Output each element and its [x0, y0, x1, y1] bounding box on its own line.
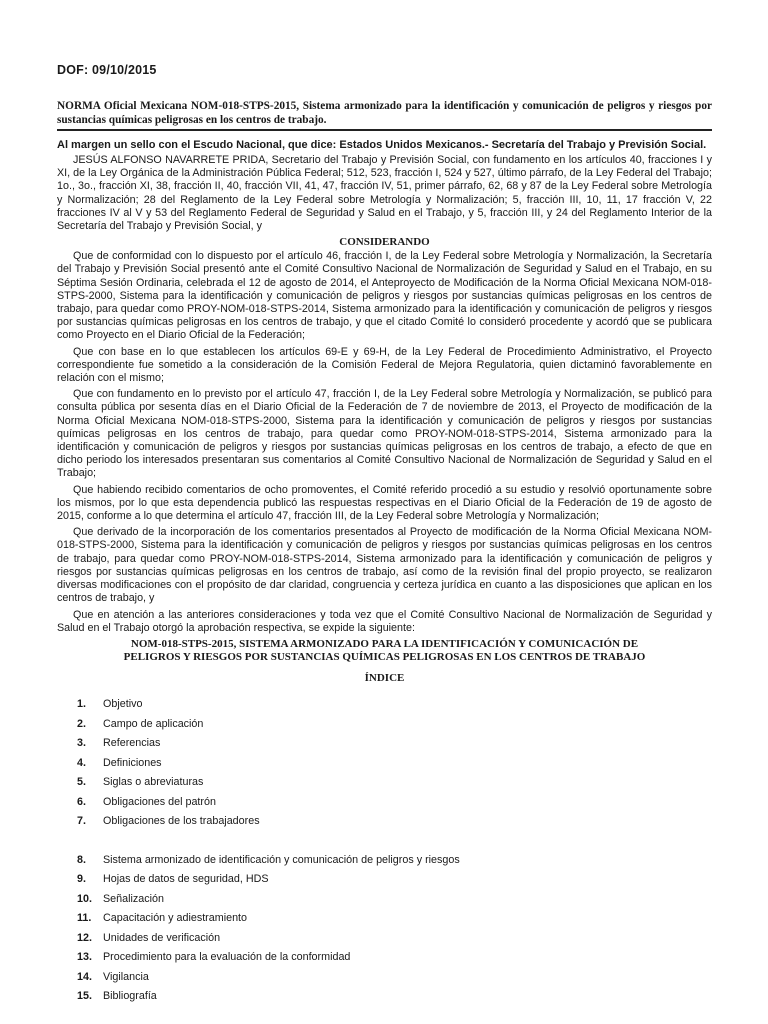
index-number: 4. [77, 756, 86, 769]
index-item [57, 967, 712, 987]
considerando-paragraph: Que con fundamento en lo previsto por el artículo 47, fracción I, de la Ley Federal sobre Metrología y Normalización, se publicó para consulta pública por sesenta días en el Diario Oficial de la Federación de 7 de noviembre de 2013, el Proyecto de modificación de la Norma Oficial Mexicana NOM-018-STPS-2000, Sistema para la identificación y comunicación de peligros y riesgos por sustancias químicas peligrosas en los centros de trabajo, para quedar como PROY-NOM-018-STPS-2014, Sistema armonizado para la identificación y comunicación de peligros y riesgos por sustancias químicas peligrosas en los centros de trabajo, a efecto de que en dicho periodo los interesados presentaran sus comentarios al Comité Consultivo Nacional de Normalización de Seguridad y Salud en el Trabajo; [57, 388, 712, 480]
index-number: 12. [77, 931, 92, 944]
index-label: Obligaciones de los trabajadores [103, 815, 260, 828]
index-item [57, 928, 712, 948]
nom-title [57, 638, 712, 664]
index-number: 5. [77, 776, 86, 789]
index-item [57, 987, 712, 1007]
index-item [57, 714, 712, 734]
index-number: 9. [77, 873, 86, 886]
index-label: Obligaciones del patrón [103, 795, 216, 808]
index-label: Señalización [103, 892, 164, 905]
index-item [57, 773, 712, 793]
considerando-paragraph: Que en atención a las anteriores consideraciones y toda vez que el Comité Consultivo Nacional de Normalización de Seguridad y Salud en el Trabajo otorgó la aprobación respectiva, se expide la siguiente: [57, 608, 712, 634]
index-item [57, 948, 712, 968]
considerando-paragraph: Que habiendo recibido comentarios de ocho promoventes, el Comité referido procedió a su estudio y resolvió oportunamente sobre los mismos, por lo que esta dependencia publicó las respuestas respectivas en el Diario Oficial de la Federación de 19 de agosto de 2015, conforme a lo que determina el artículo 47, fracción III, de la Ley Federal sobre Metrología y Normalización; [57, 483, 712, 523]
margin-note: Al margen un sello con el Escudo Nacional, que dice: Estados Unidos Mexicanos.- Secretaría del Trabajo y Previsión Social. [57, 139, 707, 151]
intro-paragraph: JESÚS ALFONSO NAVARRETE PRIDA, Secretario del Trabajo y Previsión Social, con fundamento en los artículos 40, fracciones I y XI, de la Ley Orgánica de la Administración Pública Federal; 512, 523, fracción I, 524 y 527, último párrafo, de la Ley Federal del Trabajo; 1o., 3o., fracción XI, 38, fracción II, 40, fracción VII, 41, 47, fracción IV, 51, primer párrafo, 62, 68 y 87 de la Ley Federal sobre Metrología y Normalización; 28 del Reglamento de la Ley Federal sobre Metrología y Normalización; 5, fracción III, 10, 11, 17 fracción V, 22 fracciones IV al V y 53 del Reglamento Federal de Seguridad y Salud en el Trabajo, y 5, fracción III, y 24 del Reglamento Interior de la Secretaría del Trabajo y Previsión Social, y [57, 154, 712, 233]
index-item [57, 753, 712, 773]
index-list [57, 695, 712, 1007]
index-number: 10. [77, 892, 92, 905]
index-item [57, 909, 712, 929]
index-item [57, 812, 712, 832]
index-item [57, 850, 712, 870]
index-label: Vigilancia [103, 970, 149, 983]
index-number: 13. [77, 951, 92, 964]
index-number: 2. [77, 717, 86, 730]
index-number: 1. [77, 698, 86, 711]
index-number: 11. [77, 912, 92, 925]
index-number: 6. [77, 795, 86, 808]
considerando-paragraph: Que de conformidad con lo dispuesto por el artículo 46, fracción I, de la Ley Federal sobre Metrología y Normalización, la Secretaría del Trabajo y Previsión Social presentó ante el Comité Consultivo Nacional de Normalización de Seguridad y Salud en el Trabajo, en su Séptima Sesión Ordinaria, celebrada el 12 de agosto de 2014, el Anteproyecto de Modificación de la Norma Oficial Mexicana NOM-018-STPS-2000, Sistema para la identificación y comunicación de peligros y riesgos por sustancias químicas peligrosas en los centros de trabajo, para quedar como PROY-NOM-018-STPS-2014, Sistema armonizado para la identificación y comunicación de peligros y riesgos por sustancias químicas peligrosas en los centros de trabajo, y que el citado Comité lo consideró procedente y acordó que se publicara como Proyecto en el Diario Oficial de la Federación; [57, 250, 712, 342]
index-item [57, 695, 712, 715]
index-item [57, 870, 712, 890]
indice-heading: ÍNDICE [364, 671, 405, 684]
index-item [57, 734, 712, 754]
index-number: 15. [77, 990, 92, 1003]
considerando-paragraph: Que derivado de la incorporación de los comentarios presentados al Proyecto de modificación de la Norma Oficial Mexicana NOM-018-STPS-2000, Sistema para la identificación y comunicación de peligros y riesgos por sustancias químicas peligrosas en los centros de trabajo, para quedar como PROY-NOM-018-STPS-2014, Sistema armonizado para la identificación y comunicación de peligros y riesgos por sustancias químicas peligrosas en los centros de trabajo, así como de la revisión final del propio proyecto, se realizaron diversas modificaciones con el propósito de dar claridad, congruencia y certeza jurídica en cuanto a las disposiciones que aplican en los centros de trabajo, y [57, 526, 712, 605]
index-label: Bibliografía [103, 990, 157, 1003]
index-number: 8. [77, 853, 86, 866]
index-number: 3. [77, 737, 86, 750]
index-label: Procedimiento para la evaluación de la conformidad [103, 951, 351, 964]
index-label: Capacitación y adiestramiento [103, 912, 248, 925]
index-label: Campo de aplicación [103, 717, 204, 730]
index-label: Objetivo [103, 698, 143, 711]
index-label: Unidades de verificación [103, 931, 221, 944]
index-label: Siglas o abreviaturas [103, 776, 204, 789]
index-label: Hojas de datos de seguridad, HDS [103, 873, 269, 886]
index-label: Definiciones [103, 756, 162, 769]
index-number: 7. [77, 815, 86, 828]
index-item [57, 792, 712, 812]
index-label: Sistema armonizado de identificación y comunicación de peligros y riesgos [103, 853, 460, 866]
index-label: Referencias [103, 737, 161, 750]
considerando-heading: CONSIDERANDO [339, 236, 430, 249]
index-number: 14. [77, 970, 92, 983]
dof-date: DOF: 09/10/2015 [57, 63, 157, 77]
title-divider [57, 129, 712, 131]
index-item [57, 889, 712, 909]
document-body [57, 139, 712, 1006]
nom-title-line: NOM-018-STPS-2015, SISTEMA ARMONIZADO PARA LA IDENTIFICACIÓN Y COMUNICACIÓN DE [130, 637, 639, 650]
norma-title: NORMA Oficial Mexicana NOM-018-STPS-2015, Sistema armonizado para la identificación y comunicación de peligros y riesgos por sustancias químicas peligrosas en los centros de trabajo. [57, 100, 712, 126]
nom-title-line: PELIGROS Y RIESGOS POR SUSTANCIAS QUÍMICAS PELIGROSAS EN LOS CENTROS DE TRABAJO [123, 650, 646, 663]
considerando-paragraph: Que con base en lo que establecen los artículos 69-E y 69-H, de la Ley Federal de Procedimiento Administrativo, el Proyecto correspondiente fue sometido a la consideración de la Comisión Federal de Mejora Regulatoria, quien dictaminó favorablemente en relación con el mismo; [57, 345, 712, 385]
